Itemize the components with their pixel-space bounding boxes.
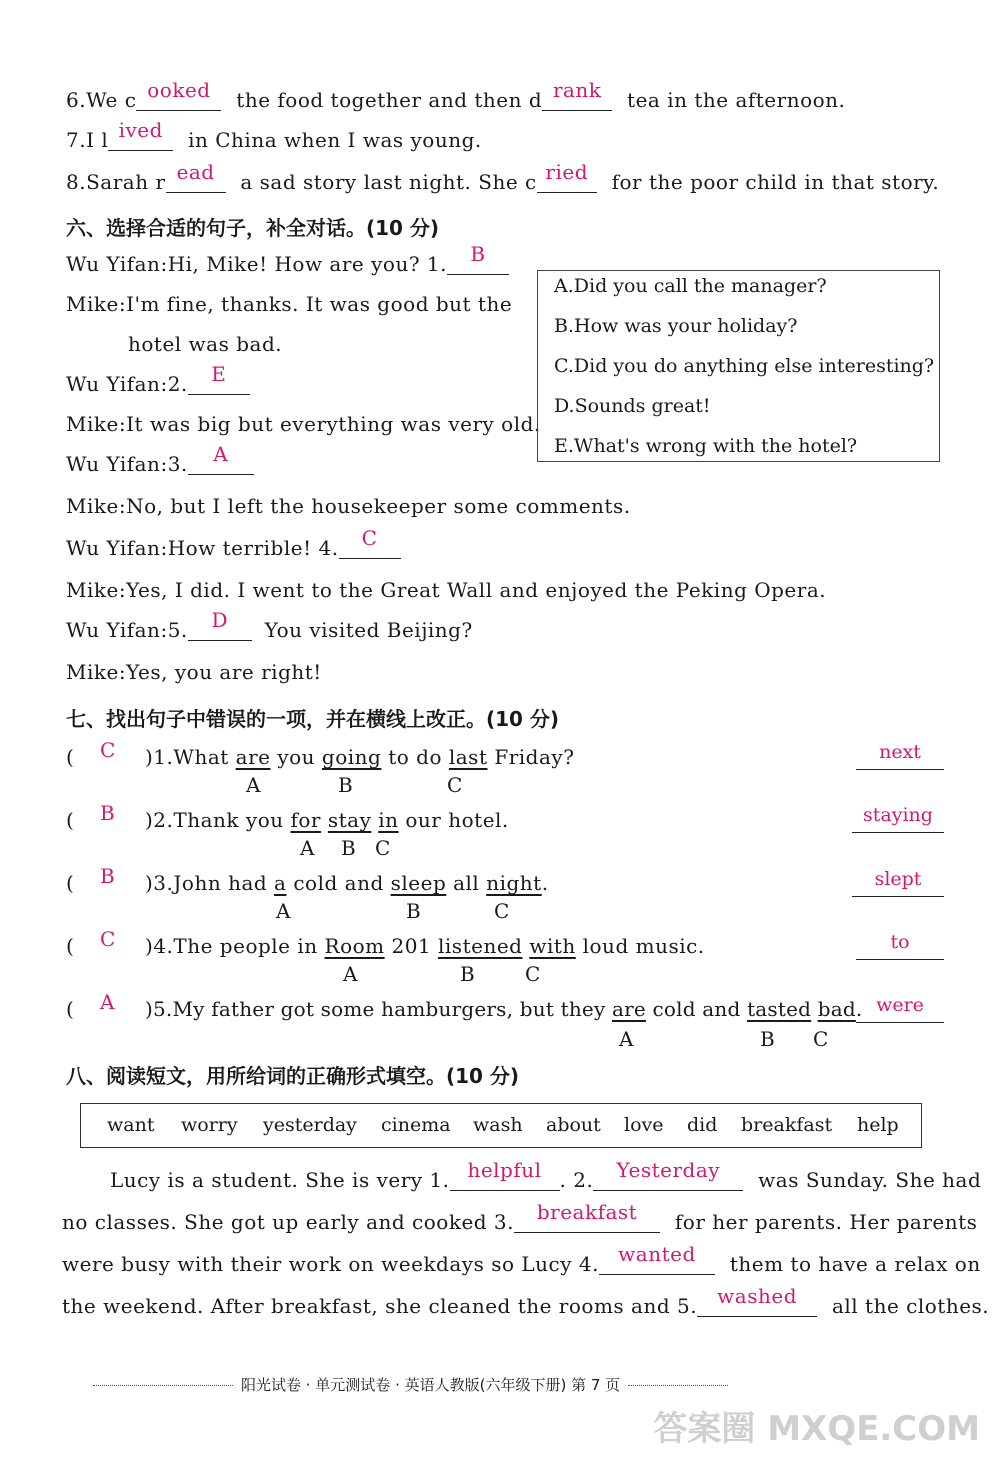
letter-a: A bbox=[246, 773, 261, 797]
word-bank-item: love bbox=[624, 1114, 664, 1136]
letter-a: A bbox=[619, 1027, 634, 1051]
dialog-line: Wu Yifan:3. A bbox=[66, 452, 254, 476]
letter-c: C bbox=[375, 836, 391, 860]
answer-blank[interactable]: ried bbox=[537, 170, 597, 193]
answer-blank[interactable]: breakfast bbox=[514, 1210, 660, 1233]
letter-b: B bbox=[406, 899, 421, 923]
letter-a: A bbox=[343, 962, 358, 986]
letter-b: B bbox=[460, 962, 475, 986]
word-bank-item: breakfast bbox=[741, 1114, 833, 1136]
watermark: 答案圈 MXQE.COM bbox=[653, 1409, 980, 1449]
correction-blank[interactable]: staying bbox=[852, 808, 944, 833]
error-sentence-5: )5.My father got some hamburgers, but they are cold and tasted bad. bbox=[145, 997, 863, 1021]
section-8-title: 八、阅读短文，用所给词的正确形式填空。(10 分) bbox=[66, 1064, 520, 1088]
sentence-7: 7.I l ived in China when I was young. bbox=[66, 118, 482, 152]
paren-open: ( bbox=[66, 997, 74, 1021]
correction-blank[interactable]: slept bbox=[852, 872, 944, 897]
word-bank-item: help bbox=[857, 1114, 899, 1136]
letter-b: B bbox=[760, 1027, 775, 1051]
dialog-line: Wu Yifan:Hi, Mike! How are you? 1. B bbox=[66, 252, 509, 276]
answer-blank[interactable]: rank bbox=[542, 88, 612, 111]
answer-blank[interactable]: ived bbox=[108, 128, 173, 151]
word-bank-item: cinema bbox=[381, 1114, 451, 1136]
passage-line-3: were busy with their work on weekdays so Lucy 4. wanted them to have a relax on bbox=[62, 1242, 981, 1276]
word-bank-item: did bbox=[687, 1114, 718, 1136]
choice-answer[interactable]: C bbox=[100, 738, 116, 762]
letter-a: A bbox=[276, 899, 291, 923]
letter-c: C bbox=[447, 773, 463, 797]
choice-answer[interactable]: B bbox=[100, 864, 115, 888]
option-a: A.Did you call the manager? bbox=[554, 275, 827, 297]
footer-divider bbox=[628, 1385, 728, 1386]
sentence-8: 8.Sarah r ead a sad story last night. She c ried for the poor child in that story. bbox=[66, 160, 940, 194]
letter-c: C bbox=[813, 1027, 829, 1051]
correction-blank[interactable]: next bbox=[856, 745, 944, 770]
dialog-line: Mike:No, but I left the housekeeper some comments. bbox=[66, 494, 631, 518]
answer-blank[interactable]: helpful bbox=[450, 1168, 560, 1191]
letter-b: B bbox=[341, 836, 356, 860]
choice-answer[interactable]: A bbox=[100, 990, 115, 1014]
answer-blank[interactable]: washed bbox=[697, 1294, 817, 1317]
choice-answer[interactable]: B bbox=[100, 801, 115, 825]
passage-line-1: Lucy is a student. She is very 1. helpful . 2. Yesterday was Sunday. She had bbox=[110, 1158, 982, 1192]
answer-blank[interactable]: A bbox=[188, 452, 254, 475]
option-b: B.How was your holiday? bbox=[554, 315, 798, 337]
error-sentence-2: )2.Thank you for stay in our hotel. bbox=[145, 808, 509, 832]
sentence-6: 6.We c ooked the food together and then d rank tea in the afternoon. bbox=[66, 78, 846, 112]
paren-open: ( bbox=[66, 808, 74, 832]
option-e: E.What's wrong with the hotel? bbox=[554, 435, 858, 457]
dialog-line: Mike:Yes, I did. I went to the Great Wall and enjoyed the Peking Opera. bbox=[66, 578, 827, 602]
page-footer: 阳光试卷 · 单元测试卷 · 英语人教版(六年级下册) 第 7 页 bbox=[85, 1374, 736, 1395]
word-bank-item: worry bbox=[181, 1114, 238, 1136]
dialog-line: Mike:It was big but everything was very old. bbox=[66, 412, 541, 436]
dialog-line: Wu Yifan:5. D You visited Beijing? bbox=[66, 608, 473, 642]
answer-blank[interactable]: E bbox=[188, 372, 250, 395]
option-d: D.Sounds great! bbox=[554, 395, 711, 417]
word-bank-item: wash bbox=[473, 1114, 523, 1136]
error-sentence-4: )4.The people in Room 201 listened with loud music. bbox=[145, 934, 705, 958]
letter-c: C bbox=[494, 899, 510, 923]
dialog-line: hotel was bad. bbox=[128, 332, 283, 356]
option-c: C.Did you do anything else interesting? bbox=[554, 355, 935, 377]
answer-blank[interactable]: Yesterday bbox=[593, 1168, 743, 1191]
word-bank-item: want bbox=[107, 1114, 155, 1136]
paren-open: ( bbox=[66, 745, 74, 769]
answer-blank[interactable]: B bbox=[447, 252, 509, 275]
dialog-line: Wu Yifan:How terrible! 4. C bbox=[66, 536, 401, 560]
section-6-title: 六、选择合适的句子，补全对话。(10 分) bbox=[66, 216, 440, 240]
paren-open: ( bbox=[66, 871, 74, 895]
answer-blank[interactable]: C bbox=[339, 536, 401, 559]
answer-blank[interactable]: ooked bbox=[136, 88, 221, 111]
passage-line-4: the weekend. After breakfast, she cleaned the rooms and 5. washed all the clothes. bbox=[62, 1284, 990, 1318]
passage-line-2: no classes. She got up early and cooked 3. breakfast for her parents. Her parents bbox=[62, 1200, 978, 1234]
options-box bbox=[537, 270, 940, 462]
dialog-line: Wu Yifan:2. E bbox=[66, 372, 250, 396]
footer-divider bbox=[93, 1385, 233, 1386]
letter-c: C bbox=[525, 962, 541, 986]
answer-blank[interactable]: ead bbox=[166, 170, 226, 193]
correction-blank[interactable]: to bbox=[856, 935, 944, 960]
letter-a: A bbox=[300, 836, 315, 860]
error-sentence-1: )1.What are you going to do last Friday? bbox=[145, 745, 575, 769]
error-sentence-3: )3.John had a cold and sleep all night. bbox=[145, 871, 549, 895]
dialog-line: Mike:Yes, you are right! bbox=[66, 660, 322, 684]
answer-blank[interactable]: wanted bbox=[599, 1252, 715, 1275]
section-7-title: 七、找出句子中错误的一项，并在横线上改正。(10 分) bbox=[66, 707, 560, 731]
word-bank-item: yesterday bbox=[263, 1114, 357, 1136]
choice-answer[interactable]: C bbox=[100, 927, 116, 951]
dialog-line: Mike:I'm fine, thanks. It was good but the bbox=[66, 292, 513, 316]
answer-blank[interactable]: D bbox=[188, 618, 252, 641]
letter-b: B bbox=[338, 773, 353, 797]
word-bank-item: about bbox=[546, 1114, 601, 1136]
paren-open: ( bbox=[66, 934, 74, 958]
word-bank bbox=[80, 1103, 922, 1148]
correction-blank[interactable]: were bbox=[856, 998, 944, 1023]
